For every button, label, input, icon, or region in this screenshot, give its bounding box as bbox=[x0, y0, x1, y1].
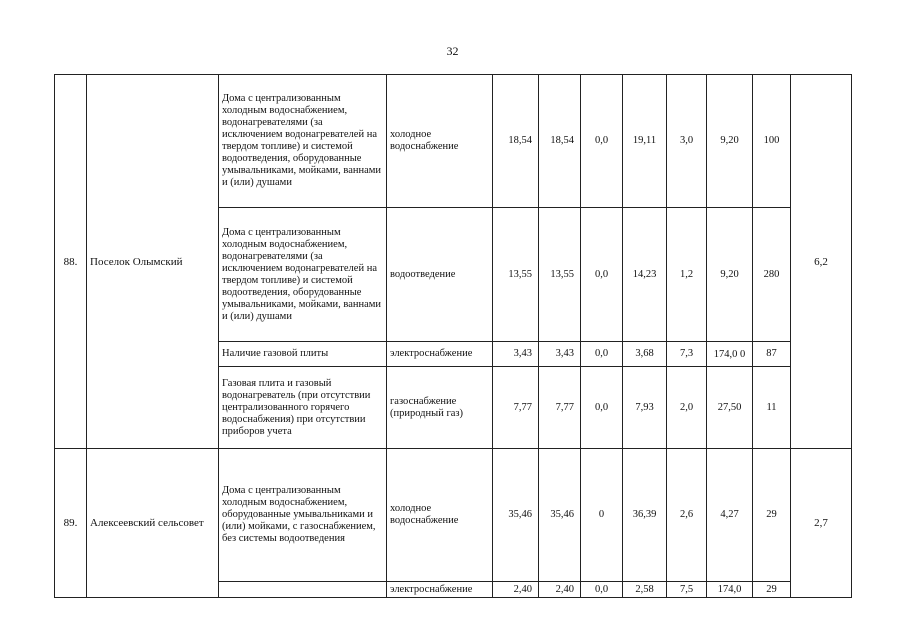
housing-description: Дома с централизованным холодным водоснабжением, оборудованные умывальниками и (или) мойками, с газоснабжением, без системы водоотведения bbox=[219, 449, 387, 582]
row-number: 88. bbox=[55, 75, 87, 449]
value-cell: 18,54 bbox=[493, 75, 539, 208]
value-cell: 0,0 bbox=[581, 367, 623, 449]
row-number: 89. bbox=[55, 449, 87, 598]
value-cell: 4,27 bbox=[707, 449, 753, 582]
value-cell: 7,3 bbox=[667, 342, 707, 367]
housing-description bbox=[219, 582, 387, 598]
value-cell: 36,39 bbox=[623, 449, 667, 582]
value-cell: 9,20 bbox=[707, 208, 753, 342]
value-cell: 174,0 0 bbox=[707, 342, 753, 367]
value-cell: 27,50 bbox=[707, 367, 753, 449]
housing-description: Наличие газовой плиты bbox=[219, 342, 387, 367]
service-type: газоснабжение (природный газ) bbox=[387, 367, 493, 449]
housing-description: Дома с централизованным холодным водоснабжением, водонагревателями (за исключением водонагревателей на твердом топливе) и системой водоотведения, оборудованные умывальниками, мойками, ваннами и (или) душами bbox=[219, 75, 387, 208]
service-type: холодное водоснабжение bbox=[387, 75, 493, 208]
value-cell: 7,93 bbox=[623, 367, 667, 449]
value-cell: 29 bbox=[753, 449, 791, 582]
value-cell: 2,40 bbox=[539, 582, 581, 598]
service-type: электроснабжение bbox=[387, 342, 493, 367]
value-cell: 280 bbox=[753, 208, 791, 342]
service-type: водоотведение bbox=[387, 208, 493, 342]
settlement-name: Поселок Олымский bbox=[87, 75, 219, 449]
page-number: 32 bbox=[446, 44, 459, 58]
value-cell: 0,0 bbox=[581, 342, 623, 367]
value-cell: 29 bbox=[753, 582, 791, 598]
value-cell: 3,43 bbox=[539, 342, 581, 367]
value-cell: 7,77 bbox=[493, 367, 539, 449]
value-cell: 0,0 bbox=[581, 582, 623, 598]
value-cell: 0,0 bbox=[581, 208, 623, 342]
value-cell: 11 bbox=[753, 367, 791, 449]
housing-description: Дома с централизованным холодным водоснабжением, водонагревателями (за исключением водонагревателей на твердом топливе) и системой водоотведения, оборудованные умывальниками, мойками, ваннами и (или) душами bbox=[219, 208, 387, 342]
value-cell: 35,46 bbox=[539, 449, 581, 582]
housing-description: Газовая плита и газовый водонагреватель (при отсутствии централизованного горячего водоснабжения) при отсутствии приборов учета bbox=[219, 367, 387, 449]
value-cell: 3,0 bbox=[667, 75, 707, 208]
value-cell: 3,43 bbox=[493, 342, 539, 367]
table-row bbox=[55, 75, 852, 208]
tariff-table bbox=[54, 74, 852, 598]
value-cell: 9,20 bbox=[707, 75, 753, 208]
service-type: холодное водоснабжение bbox=[387, 449, 493, 582]
value-cell: 3,68 bbox=[623, 342, 667, 367]
settlement-name: Алексеевский сельсовет bbox=[87, 449, 219, 598]
value-cell: 2,40 bbox=[493, 582, 539, 598]
value-cell: 35,46 bbox=[493, 449, 539, 582]
table-row bbox=[55, 449, 852, 582]
value-cell: 100 bbox=[753, 75, 791, 208]
value-cell: 87 bbox=[753, 342, 791, 367]
value-cell: 19,11 bbox=[623, 75, 667, 208]
total-value: 6,2 bbox=[791, 75, 852, 449]
value-cell: 18,54 bbox=[539, 75, 581, 208]
value-cell: 1,2 bbox=[667, 208, 707, 342]
value-cell: 7,5 bbox=[667, 582, 707, 598]
value-cell: 2,6 bbox=[667, 449, 707, 582]
value-cell: 2,58 bbox=[623, 582, 667, 598]
value-cell: 7,77 bbox=[539, 367, 581, 449]
value-cell: 14,23 bbox=[623, 208, 667, 342]
value-cell: 13,55 bbox=[539, 208, 581, 342]
service-type: электроснабжение bbox=[387, 582, 493, 598]
value-cell: 0 bbox=[581, 449, 623, 582]
value-cell: 13,55 bbox=[493, 208, 539, 342]
total-value: 2,7 bbox=[791, 449, 852, 598]
value-cell: 0,0 bbox=[581, 75, 623, 208]
value-cell: 2,0 bbox=[667, 367, 707, 449]
value-cell: 174,0 bbox=[707, 582, 753, 598]
